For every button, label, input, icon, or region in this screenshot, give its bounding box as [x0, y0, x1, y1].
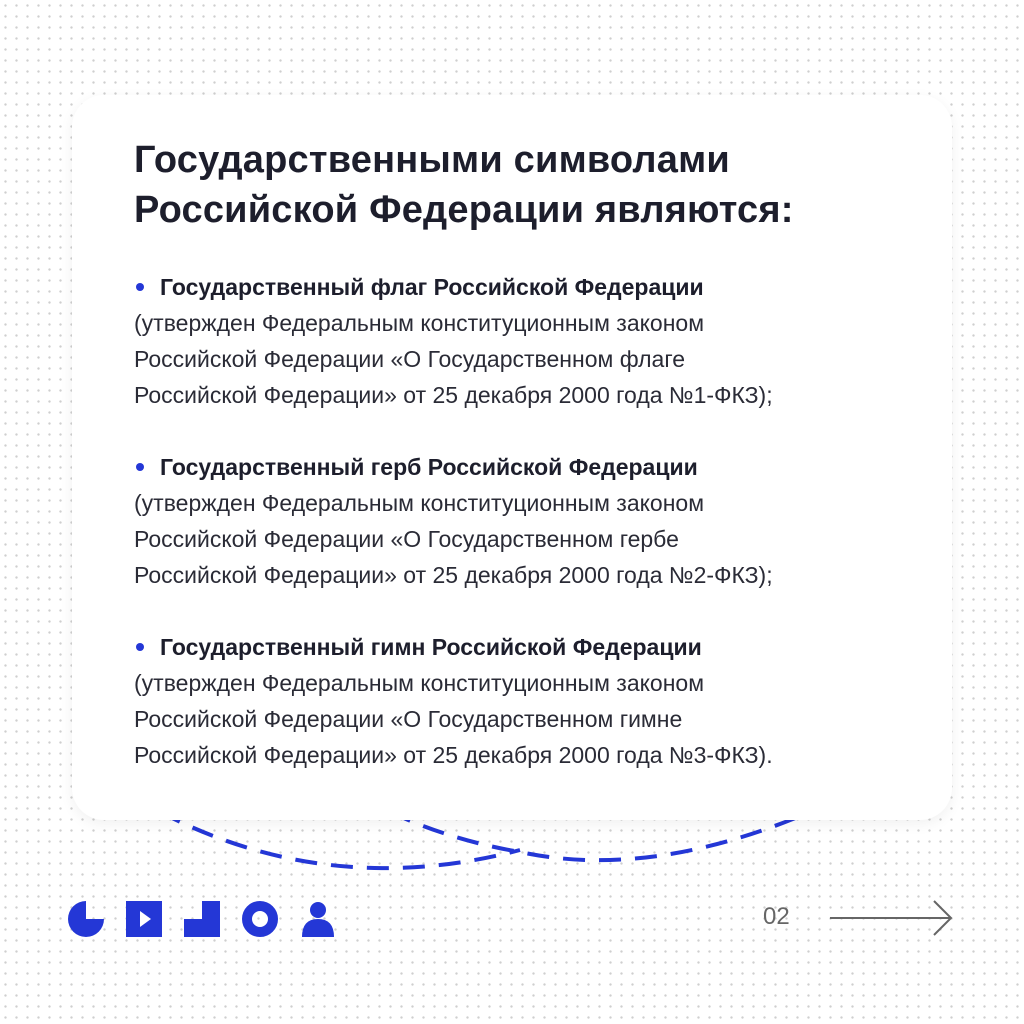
- item-text: Российской Федерации «О Государственном флаге: [134, 346, 686, 372]
- next-arrow-icon[interactable]: [828, 898, 956, 938]
- item-text: Российской Федерации «О Государственном гимне: [134, 706, 683, 732]
- bullet-icon: [136, 643, 144, 651]
- title-line: Государственными символами: [134, 139, 730, 181]
- item-text: (утвержден Федеральным конституционным законом: [134, 490, 705, 516]
- item-text: Российской Федерации» от 25 декабря 2000 года №2-ФКЗ);: [134, 562, 773, 588]
- pie-icon: [68, 901, 104, 937]
- title-line: Российской Федерации являются:: [134, 189, 794, 231]
- list-item-anthem: [134, 629, 773, 773]
- ring-icon: [242, 901, 278, 937]
- item-heading: Государственный герб Российской Федерации: [160, 454, 698, 480]
- item-text: Российской Федерации «О Государственном гербе: [134, 526, 679, 552]
- play-square-icon: [126, 901, 162, 937]
- content-card: [72, 95, 952, 820]
- item-text: Российской Федерации» от 25 декабря 2000 года №3-ФКЗ).: [134, 742, 773, 768]
- page-number: 02: [763, 903, 790, 930]
- item-text: (утвержден Федеральным конституционным законом: [134, 310, 705, 336]
- bullet-icon: [136, 283, 144, 291]
- item-heading: Государственный флаг Российской Федерации: [160, 274, 704, 300]
- item-heading: Государственный гимн Российской Федерации: [160, 634, 702, 660]
- brand-icons: [68, 901, 336, 937]
- page-title: [134, 135, 794, 235]
- item-text: Российской Федерации» от 25 декабря 2000 года №1-ФКЗ);: [134, 382, 773, 408]
- bullet-icon: [136, 463, 144, 471]
- person-icon: [300, 901, 336, 937]
- list-item-flag: [134, 269, 773, 413]
- list-item-emblem: [134, 449, 773, 593]
- stairs-icon: [184, 901, 220, 937]
- item-text: (утвержден Федеральным конституционным законом: [134, 670, 705, 696]
